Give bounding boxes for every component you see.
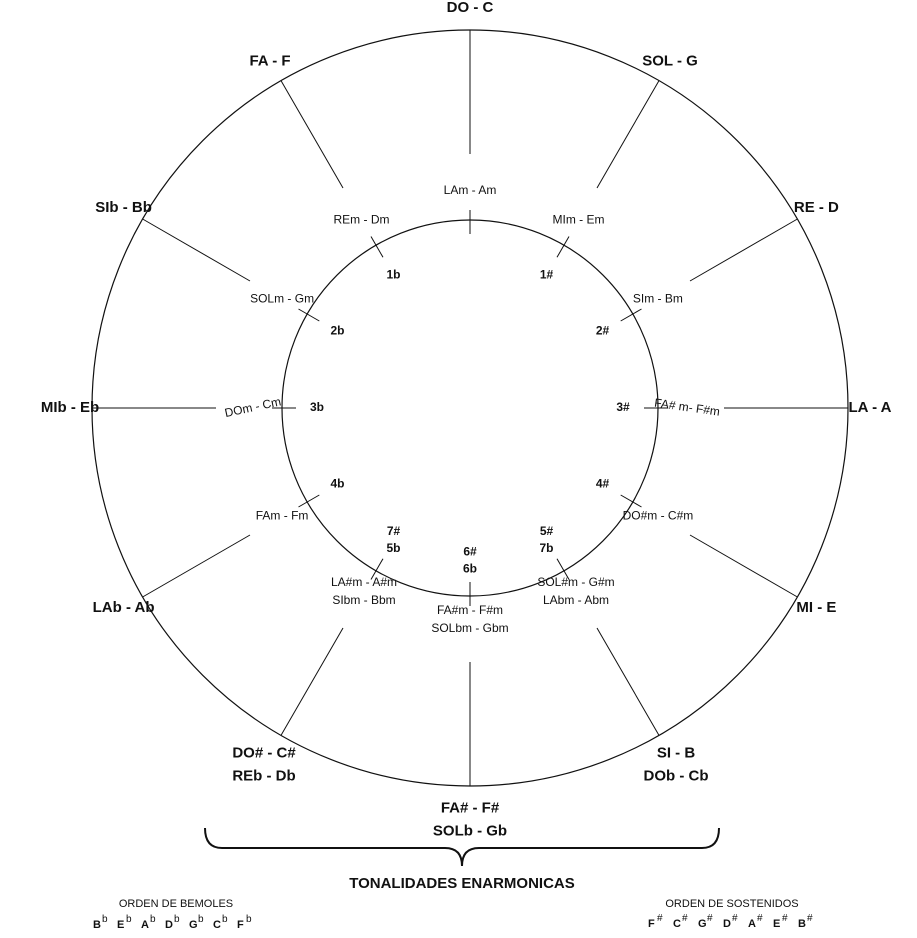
order-note: E xyxy=(773,918,781,930)
minor-key-label: FA#m - F#m xyxy=(436,603,504,618)
accidental-symbol: # xyxy=(732,913,738,924)
major-key-label: DOb - Cb xyxy=(643,767,709,785)
key-spoke-line xyxy=(143,535,250,597)
major-key-label: LAb - Ab xyxy=(92,598,155,616)
minor-key-label: SIbm - Bbm xyxy=(332,592,396,607)
minor-key-label: DO#m - C#m xyxy=(622,508,694,523)
accidental-symbol: b xyxy=(198,914,204,925)
labels-layer xyxy=(41,0,892,839)
major-key-label: RE - D xyxy=(793,198,839,216)
accidental-symbol: # xyxy=(782,913,788,924)
key-signature-label: 6# xyxy=(463,544,477,559)
accidental-symbol: b xyxy=(246,914,252,925)
enharmonic-label: TONALIDADES ENARMONICAS xyxy=(349,875,575,892)
major-key-label: DO - C xyxy=(446,0,494,16)
minor-key-label: SIm - Bm xyxy=(632,291,683,306)
flats-order-title: ORDEN DE BEMOLES xyxy=(118,898,234,910)
key-signature-label: 4# xyxy=(595,476,610,491)
flats-order-notes xyxy=(93,914,252,931)
spokes-layer xyxy=(92,30,848,786)
key-spoke-line xyxy=(690,219,797,281)
order-note: D xyxy=(165,919,173,931)
key-spoke-line xyxy=(281,628,343,735)
minor-key-label: SOL#m - G#m xyxy=(537,574,615,589)
accidental-symbol: # xyxy=(682,913,688,924)
key-spoke-line xyxy=(143,219,250,281)
minor-key-label: MIm - Em xyxy=(552,212,605,227)
sharps-order-title: ORDEN DE SOSTENIDOS xyxy=(665,898,799,910)
major-key-label: SOL - G xyxy=(642,52,698,70)
accidental-symbol: # xyxy=(657,913,663,924)
accidental-symbol: b xyxy=(174,914,180,925)
key-signature-label: 7b xyxy=(539,541,554,556)
order-note: A xyxy=(748,918,756,930)
minor-key-label: LAbm - Abm xyxy=(542,592,610,607)
order-note: G xyxy=(189,919,198,931)
major-key-label: FA - F xyxy=(249,52,291,70)
key-signature-label: 2b xyxy=(330,323,345,338)
order-note: B xyxy=(798,918,806,930)
key-signature-label: 1b xyxy=(386,267,401,282)
order-note: C xyxy=(673,918,681,930)
order-note: B xyxy=(93,919,101,931)
key-signature-label: 5b xyxy=(386,541,401,556)
key-signature-label: 2# xyxy=(595,323,610,338)
minor-key-label: DOm - Cm xyxy=(223,394,283,420)
minor-key-label: REm - Dm xyxy=(333,212,390,227)
minor-key-label: LAm - Am xyxy=(443,183,497,198)
accidental-symbol: # xyxy=(757,913,763,924)
minor-key-label: LA#m - A#m xyxy=(330,574,398,589)
order-note: F xyxy=(648,918,655,930)
accidental-symbol: # xyxy=(807,913,813,924)
minor-key-label: SOLm - Gm xyxy=(250,291,315,306)
major-key-label: REb - Db xyxy=(232,767,296,785)
order-note: D xyxy=(723,918,731,930)
major-key-label: DO# - C# xyxy=(232,744,296,762)
inner-circle xyxy=(282,220,658,596)
major-key-label: LA - A xyxy=(848,398,892,416)
accidental-symbol: # xyxy=(707,913,713,924)
major-key-label: FA# - F# xyxy=(440,799,500,817)
key-signature-label: 4b xyxy=(330,476,345,491)
order-note: A xyxy=(141,919,149,931)
major-key-label: SIb - Bb xyxy=(95,198,152,216)
major-key-label: SOLb - Gb xyxy=(432,822,508,840)
minor-key-label: SOLbm - Gbm xyxy=(431,621,509,636)
major-key-label: MIb - Eb xyxy=(40,398,100,416)
key-signature-label: 6b xyxy=(462,561,478,576)
key-signature-label: 5# xyxy=(539,524,554,539)
key-signature-label: 7# xyxy=(386,524,401,539)
minor-key-label: FA# m- F#m xyxy=(653,395,721,419)
major-key-label: SI - B xyxy=(656,744,696,762)
major-key-label: MI - E xyxy=(796,598,837,616)
key-signature-label: 3# xyxy=(616,400,630,415)
key-spoke-line xyxy=(281,81,343,188)
order-note: G xyxy=(698,918,707,930)
order-note: F xyxy=(237,919,244,931)
sharps-order-notes xyxy=(648,913,813,930)
minor-key-label: FAm - Fm xyxy=(255,508,309,523)
key-spoke-line xyxy=(690,535,797,597)
key-signature-label: 3b xyxy=(309,400,325,415)
key-spoke-line xyxy=(597,81,659,188)
order-note: E xyxy=(117,919,125,931)
key-spoke-line xyxy=(597,628,659,735)
accidental-symbol: b xyxy=(102,914,108,925)
key-signature-label: 1# xyxy=(539,267,554,282)
accidental-symbol: b xyxy=(222,914,228,925)
order-note: C xyxy=(213,919,221,931)
accidental-symbol: b xyxy=(150,914,156,925)
accidental-symbol: b xyxy=(126,914,132,925)
